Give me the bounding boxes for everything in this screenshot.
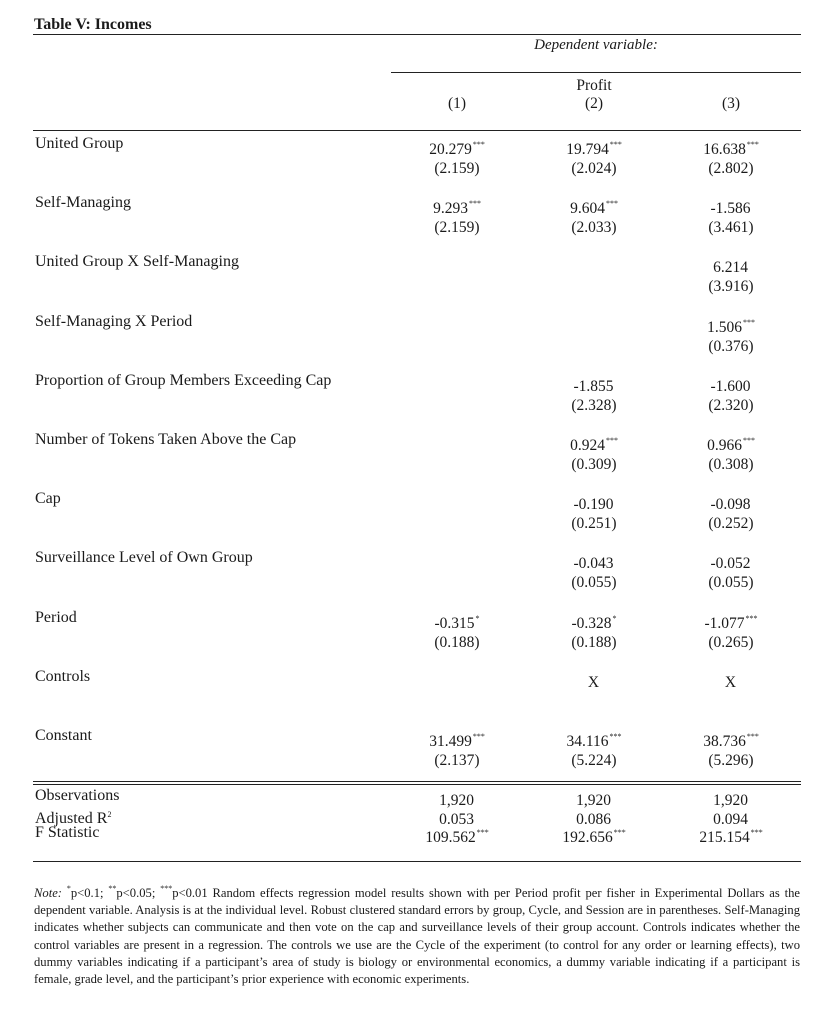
table-cell <box>676 609 786 652</box>
coefficient <box>402 549 512 573</box>
row-label: Cap <box>35 490 61 508</box>
significance-stars: *** <box>742 317 755 327</box>
stat-label <box>35 824 99 842</box>
stat-value: 0.094 <box>713 810 748 828</box>
coefficient-value: 31.499 <box>429 733 472 750</box>
significance-stars: *** <box>468 199 481 209</box>
coefficient-value: -0.052 <box>710 555 751 573</box>
table-cell <box>676 372 786 415</box>
table-cell <box>402 135 512 178</box>
significance-stars: *** <box>746 140 759 149</box>
coefficient <box>539 727 649 751</box>
stats-top-rule <box>33 781 801 782</box>
standard-error: (0.308) <box>708 456 754 473</box>
stat-label-text: Adjusted R <box>35 809 108 827</box>
significance-stars: *** <box>613 828 626 837</box>
row-label: Constant <box>35 727 92 744</box>
coefficient-value: -1.077 <box>704 614 745 632</box>
coefficient <box>402 313 512 337</box>
table-cell <box>539 609 649 652</box>
note-sig1-star: * <box>66 884 71 893</box>
stat-cell <box>539 824 649 847</box>
top-rule <box>33 34 801 35</box>
stat-value: 215.154 <box>699 829 750 846</box>
coefficient <box>402 431 512 455</box>
table-cell <box>539 253 649 277</box>
coefficient-value: 6.214 <box>713 259 748 277</box>
table-cell <box>539 431 649 474</box>
table-cell <box>676 135 786 178</box>
row-label: Number of Tokens Taken Above the Cap <box>35 431 297 448</box>
coefficient-value: 9.293 <box>433 200 468 218</box>
coefficient-value: 19.794 <box>566 141 609 158</box>
stat-cell <box>676 824 786 847</box>
significance-stars: * <box>475 613 480 623</box>
table-cell <box>676 194 786 237</box>
significance-stars: *** <box>605 199 618 209</box>
note-lead: Note: <box>34 886 62 900</box>
stat-value: 1,920 <box>713 792 748 809</box>
coefficient <box>539 431 649 455</box>
row-label: Self-Managing X Period <box>35 312 193 330</box>
coefficient <box>539 313 649 337</box>
significance-stars: *** <box>605 436 618 445</box>
coefficient <box>539 549 649 573</box>
table-title: Table V: Incomes <box>34 16 152 33</box>
table-cell <box>539 135 649 178</box>
coefficient-value: -1.586 <box>710 200 751 218</box>
standard-error: (3.916) <box>708 278 754 296</box>
table-note <box>34 880 800 988</box>
significance-stars: *** <box>472 140 485 149</box>
dependent-variable-rule <box>391 72 801 73</box>
note-sig2-star: ** <box>108 884 117 893</box>
column-header-2: (2) <box>584 95 604 112</box>
row-label: Period <box>35 608 77 626</box>
stat-value: 1,920 <box>576 792 611 809</box>
standard-error: (0.055) <box>571 574 617 592</box>
table-cell <box>676 668 786 692</box>
note-sig3-star: *** <box>160 884 173 893</box>
table-cell <box>402 431 512 455</box>
coefficient <box>676 609 786 633</box>
standard-error: (0.251) <box>571 515 617 533</box>
coefficient <box>539 609 649 633</box>
significance-stars: *** <box>609 140 622 149</box>
dependent-variable-name: Profit <box>576 77 612 94</box>
coefficient <box>539 372 649 396</box>
table-cell <box>402 549 512 573</box>
standard-error: (0.188) <box>434 633 480 651</box>
table-cell <box>539 194 649 237</box>
significance-stars: *** <box>746 732 759 741</box>
standard-error: (0.055) <box>708 574 754 592</box>
significance-stars: *** <box>745 613 758 623</box>
standard-error: (2.033) <box>571 219 617 237</box>
coefficient-value: 34.116 <box>566 733 609 750</box>
table-cell <box>676 313 786 356</box>
coefficient <box>676 372 786 396</box>
table-cell <box>539 549 649 592</box>
standard-error: (2.802) <box>708 160 754 177</box>
standard-error: (2.137) <box>434 752 480 769</box>
coefficient <box>676 727 786 751</box>
coefficient <box>402 253 512 277</box>
column-header-3: (3) <box>721 95 741 112</box>
coefficient-value: 16.638 <box>703 141 746 158</box>
coefficient-value: -1.600 <box>710 377 751 395</box>
table-cell <box>676 549 786 592</box>
coefficient <box>676 490 786 514</box>
note-body: Random effects regression model results shown with per Period profit per fisher in Experimental Dollars as the dependent variable. Analysis is at the individual level. Robust clustered standard errors by group, Cycle, and Session are in parentheses. Self-Managing indicates whether subjects can communicate and then vote on the cap and surveillance levels of their group account. Controls indicates whether the control variables are present in a regression. The controls we use are the Cycle of the experiment (to control for any order or learning effects), two dummy variables indicating if a participant’s area of study is biology or environmental economics, a dummy variable indicating if a participant is female, grade level, and the participant’s prior experience with economic experiments. <box>34 886 801 987</box>
stats-top-rule-double <box>33 784 801 785</box>
table-cell <box>539 668 649 692</box>
standard-error: (0.252) <box>708 515 754 533</box>
table-cell <box>676 727 786 770</box>
coefficient-value: -0.190 <box>573 496 614 514</box>
coefficient-value: X <box>587 673 600 691</box>
coefficient-value: -0.328 <box>571 614 612 632</box>
stat-value: 1,920 <box>439 792 474 809</box>
stat-label-text: Observations <box>35 787 120 804</box>
coefficient-value: 9.604 <box>570 200 605 218</box>
coefficient <box>539 253 649 277</box>
row-label: Proportion of Group Members Exceeding Cap <box>35 371 332 389</box>
table-cell <box>402 668 512 692</box>
column-header-1: (1) <box>447 95 467 112</box>
row-label: United Group <box>35 135 124 152</box>
table-cell <box>539 313 649 337</box>
table-cell <box>402 609 512 652</box>
significance-stars: *** <box>476 828 489 837</box>
standard-error: (2.328) <box>571 396 617 414</box>
table-cell <box>676 253 786 296</box>
stat-value: 0.053 <box>439 810 474 828</box>
table-cell <box>402 253 512 277</box>
coefficient <box>676 253 786 277</box>
row-label: United Group X Self-Managing <box>35 253 239 271</box>
coefficient-value: -1.855 <box>573 377 614 395</box>
row-label: Controls <box>35 667 91 685</box>
dependent-variable-label: Dependent variable: <box>534 37 658 53</box>
coefficient <box>402 668 512 692</box>
note-sig3-text: p<0.01 <box>172 886 208 900</box>
coefficient-value: -0.043 <box>573 555 614 573</box>
stat-value: 109.562 <box>425 829 476 846</box>
standard-error: (0.376) <box>708 337 754 355</box>
coefficient <box>676 668 786 692</box>
note-sig2-text: p<0.05; <box>116 886 161 900</box>
coefficient-value: X <box>724 673 737 691</box>
coefficient-value: 0.924 <box>570 437 605 454</box>
coefficient <box>539 194 649 218</box>
coefficient <box>676 135 786 159</box>
standard-error: (2.320) <box>708 396 754 414</box>
coefficient <box>539 135 649 159</box>
coefficient <box>402 609 512 633</box>
note-sig1-text: p<0.1; <box>70 886 109 900</box>
table-cell <box>676 431 786 474</box>
header-rule <box>33 130 801 131</box>
stat-cell <box>402 824 512 847</box>
coefficient <box>539 490 649 514</box>
standard-error: (2.024) <box>571 160 617 177</box>
stat-value: 0.086 <box>576 810 611 828</box>
table-cell <box>676 490 786 533</box>
standard-error: (5.296) <box>708 752 754 769</box>
table-cell <box>539 727 649 770</box>
standard-error: (2.159) <box>434 160 480 177</box>
standard-error: (0.188) <box>571 633 617 651</box>
stat-label-text: F Statistic <box>35 824 100 841</box>
significance-stars: *** <box>472 732 485 741</box>
standard-error: (3.461) <box>708 219 754 237</box>
coefficient <box>402 372 512 396</box>
coefficient <box>402 490 512 514</box>
stat-value: 192.656 <box>562 829 613 846</box>
coefficient-value: 38.736 <box>703 733 746 750</box>
standard-error: (2.159) <box>434 219 480 237</box>
significance-stars: *** <box>609 732 622 741</box>
standard-error: (0.309) <box>571 456 617 473</box>
coefficient <box>676 431 786 455</box>
table-cell <box>402 372 512 396</box>
row-label: Surveillance Level of Own Group <box>35 549 253 567</box>
coefficient <box>402 727 512 751</box>
standard-error: (0.265) <box>708 633 754 651</box>
table-cell <box>539 490 649 533</box>
bottom-rule <box>33 861 801 862</box>
stat-label <box>35 787 119 805</box>
table-cell <box>402 194 512 237</box>
coefficient-value: 1.506 <box>707 318 742 336</box>
coefficient <box>402 194 512 218</box>
table-cell <box>402 490 512 514</box>
coefficient-value: -0.098 <box>710 496 751 514</box>
table-cell <box>402 313 512 337</box>
coefficient <box>402 135 512 159</box>
coefficient-value: -0.315 <box>434 614 475 632</box>
coefficient <box>539 668 649 692</box>
significance-stars: *** <box>750 828 763 837</box>
coefficient <box>676 194 786 218</box>
stat-label-superscript: 2 <box>107 809 112 819</box>
table-cell <box>402 727 512 770</box>
coefficient <box>676 313 786 337</box>
significance-stars: * <box>612 613 617 623</box>
coefficient-value: 0.966 <box>707 437 742 454</box>
row-label: Self-Managing <box>35 194 131 212</box>
significance-stars: *** <box>742 436 755 445</box>
table-cell <box>539 372 649 415</box>
standard-error: (5.224) <box>571 752 617 769</box>
coefficient <box>676 549 786 573</box>
coefficient-value: 20.279 <box>429 141 472 158</box>
